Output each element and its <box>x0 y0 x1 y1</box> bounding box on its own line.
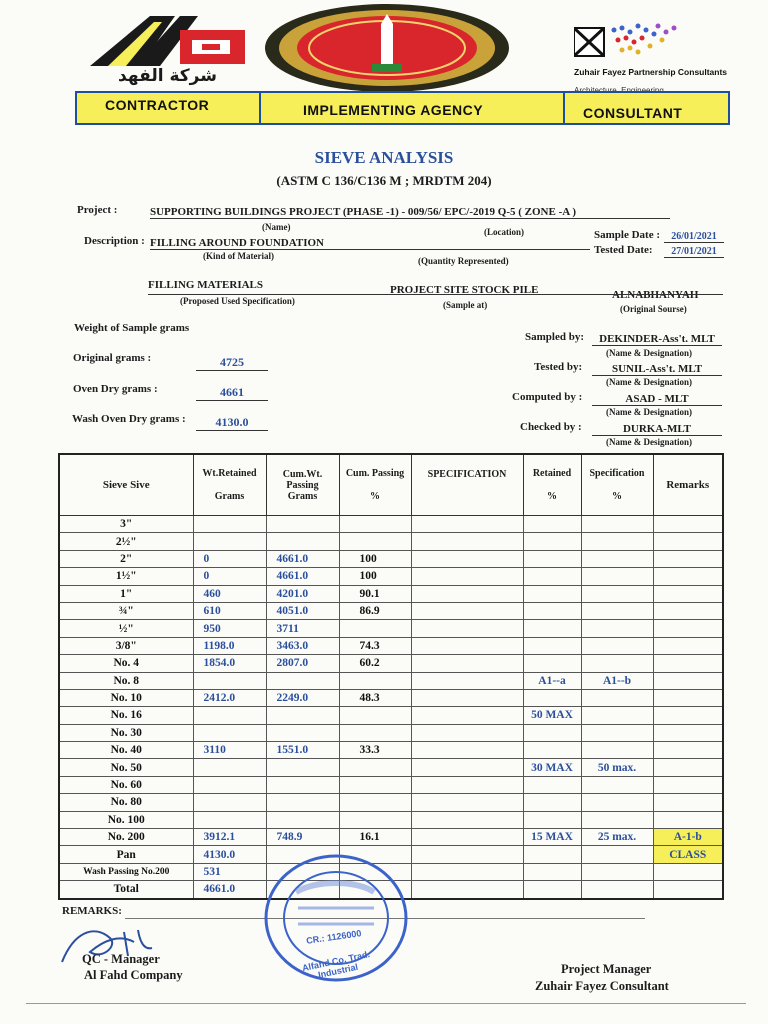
cum-wt-cell <box>266 759 339 776</box>
oven-label: Oven Dry grams : <box>73 383 158 395</box>
table-row <box>59 550 723 567</box>
sieve-size-cell: Pan <box>59 846 193 863</box>
specification-cell <box>411 620 523 637</box>
retained-cell <box>523 863 581 880</box>
remarks-cell: CLASS <box>653 846 723 863</box>
cum-wt-cell: 1551.0 <box>266 742 339 759</box>
specification-percent-cell <box>581 550 653 567</box>
retained-cell <box>523 794 581 811</box>
table-row <box>59 776 723 793</box>
specification-percent-cell <box>581 794 653 811</box>
spec-line <box>148 294 723 295</box>
sieve-size-cell: 1½" <box>59 568 193 585</box>
party-band <box>75 91 730 125</box>
header-remarks: Remarks <box>653 454 723 516</box>
remarks-cell <box>653 759 723 776</box>
specification-percent-cell <box>581 863 653 880</box>
retained-cell <box>523 585 581 602</box>
remarks-cell <box>653 742 723 759</box>
wt-retained-cell <box>193 776 266 793</box>
remarks-cell <box>653 637 723 654</box>
header-specification: SPECIFICATION <box>411 454 523 516</box>
cum-wt-cell <box>266 811 339 828</box>
page-subtitle: (ASTM C 136/C136 M ; MRDTM 204) <box>276 173 492 188</box>
cum-wt-cell <box>266 724 339 741</box>
table-row <box>59 585 723 602</box>
cum-wt-cell: 4051.0 <box>266 602 339 619</box>
stamp-text: Alfahd Co. Trad. Industrial <box>301 949 371 980</box>
specification-cell <box>411 742 523 759</box>
company-stamp <box>262 852 410 984</box>
weight-heading: Weight of Sample grams <box>74 322 190 334</box>
source-caption: (Original Sourse) <box>620 304 687 314</box>
specification-percent-cell <box>581 776 653 793</box>
sieve-size-cell: No. 30 <box>59 724 193 741</box>
cum-passing-cell: 100 <box>339 550 411 567</box>
pm-title: Project Manager <box>561 962 652 976</box>
table-row <box>59 655 723 672</box>
table-row <box>59 516 723 533</box>
checked-by-value: DURKA-MLT <box>592 423 722 436</box>
cum-passing-cell: 33.3 <box>339 742 411 759</box>
sieve-size-cell: 3/8" <box>59 637 193 654</box>
specification-cell <box>411 602 523 619</box>
description-label: Description : <box>84 235 145 247</box>
wt-retained-cell <box>193 724 266 741</box>
table-row <box>59 620 723 637</box>
wt-retained-cell: 4661.0 <box>193 881 266 899</box>
specification-cell <box>411 568 523 585</box>
remarks-cell <box>653 724 723 741</box>
location-caption: (Location) <box>484 227 524 237</box>
wt-retained-cell <box>193 533 266 550</box>
sample-at-caption: (Sample at) <box>443 300 488 310</box>
sieve-size-cell: No. 100 <box>59 811 193 828</box>
table-row <box>59 724 723 741</box>
cum-passing-cell <box>339 776 411 793</box>
qc-company: Al Fahd Company <box>84 968 183 982</box>
remarks-cell <box>653 881 723 899</box>
header-cum-wt: Cum.Wt. Passing Grams <box>266 454 339 516</box>
wt-retained-cell <box>193 516 266 533</box>
specification-cell <box>411 672 523 689</box>
tested-date-value: 27/01/2021 <box>664 246 724 258</box>
specification-cell <box>411 655 523 672</box>
stamp-cr: CR.: 1126000 <box>305 928 362 946</box>
specification-cell <box>411 689 523 706</box>
specification-percent-cell <box>581 724 653 741</box>
sieve-size-cell: No. 40 <box>59 742 193 759</box>
cum-passing-cell: 48.3 <box>339 689 411 706</box>
retained-cell <box>523 742 581 759</box>
retained-cell <box>523 620 581 637</box>
cum-wt-cell <box>266 794 339 811</box>
cum-passing-cell <box>339 759 411 776</box>
kind-caption: (Kind of Material) <box>203 251 274 261</box>
header-specification-percent: Specification % <box>581 454 653 516</box>
cum-wt-cell <box>266 776 339 793</box>
table-row <box>59 689 723 706</box>
specification-percent-cell <box>581 533 653 550</box>
table-row <box>59 811 723 828</box>
pm-company: Zuhair Fayez Consultant <box>535 979 669 993</box>
cum-wt-cell <box>266 707 339 724</box>
sieve-size-cell: No. 16 <box>59 707 193 724</box>
remarks-label: REMARKS: <box>62 905 122 917</box>
specification-cell <box>411 829 523 846</box>
table-row <box>59 742 723 759</box>
tested-date-label: Tested Date: <box>594 244 653 256</box>
consultant-name: Zuhair Fayez Partnership Consultants <box>574 67 728 77</box>
specification-percent-cell <box>581 811 653 828</box>
retained-cell <box>523 881 581 899</box>
wt-retained-cell <box>193 794 266 811</box>
remarks-cell <box>653 811 723 828</box>
retained-cell <box>523 811 581 828</box>
remarks-cell <box>653 533 723 550</box>
retained-cell <box>523 689 581 706</box>
wt-retained-cell: 4130.0 <box>193 846 266 863</box>
contractor-logo-text: شركة الفهد <box>118 66 217 86</box>
wt-retained-cell: 460 <box>193 585 266 602</box>
table-row <box>59 794 723 811</box>
specification-cell <box>411 794 523 811</box>
retained-cell <box>523 776 581 793</box>
wt-retained-cell: 3912.1 <box>193 829 266 846</box>
specification-percent-cell: 25 max. <box>581 829 653 846</box>
table-row <box>59 707 723 724</box>
remarks-cell <box>653 516 723 533</box>
project-value: SUPPORTING BUILDINGS PROJECT (PHASE -1) - 009/56/ EPC/-2019 Q-5 ( ZONE -A ) <box>150 206 670 219</box>
sieve-size-cell: Wash Passing No.200 <box>59 863 193 880</box>
specification-cell <box>411 707 523 724</box>
table-row <box>59 637 723 654</box>
retained-cell: 50 MAX <box>523 707 581 724</box>
contractor-logo <box>80 8 255 88</box>
cum-passing-cell <box>339 811 411 828</box>
band-contractor: CONTRACTOR <box>105 97 210 113</box>
specification-percent-cell: A1--b <box>581 672 653 689</box>
remarks-cell <box>653 672 723 689</box>
specification-percent-cell <box>581 568 653 585</box>
agency-seal-logo <box>262 2 512 94</box>
original-value: 4725 <box>196 355 268 371</box>
retained-cell <box>523 602 581 619</box>
retained-cell <box>523 516 581 533</box>
specification-percent-cell <box>581 707 653 724</box>
sieve-table <box>58 453 724 900</box>
sieve-size-cell: No. 200 <box>59 829 193 846</box>
table-row <box>59 533 723 550</box>
cum-passing-cell <box>339 724 411 741</box>
computed-by-value: ASAD - MLT <box>592 393 722 406</box>
cum-wt-cell: 748.9 <box>266 829 339 846</box>
band-implementing-agency: IMPLEMENTING AGENCY <box>303 102 484 118</box>
cum-wt-cell: 2807.0 <box>266 655 339 672</box>
wt-retained-cell <box>193 672 266 689</box>
qc-title: QC - Manager <box>82 952 160 966</box>
sample-at-value: PROJECT SITE STOCK PILE <box>390 284 539 296</box>
remarks-cell <box>653 776 723 793</box>
tested-by-caption: (Name & Designation) <box>606 377 692 387</box>
cum-passing-cell <box>339 672 411 689</box>
specification-percent-cell: 50 max. <box>581 759 653 776</box>
sampled-by-caption: (Name & Designation) <box>606 348 692 358</box>
wt-retained-cell: 0 <box>193 550 266 567</box>
retained-cell <box>523 550 581 567</box>
wash-label: Wash Oven Dry grams : <box>72 413 186 425</box>
remarks-cell <box>653 707 723 724</box>
specification-cell <box>411 863 523 880</box>
cum-passing-cell <box>339 533 411 550</box>
computed-by-caption: (Name & Designation) <box>606 407 692 417</box>
cum-wt-cell: 3711 <box>266 620 339 637</box>
source-value: ALNABHANYAH <box>612 289 699 301</box>
specification-percent-cell <box>581 602 653 619</box>
sieve-size-cell: 2½" <box>59 533 193 550</box>
specification-percent-cell <box>581 881 653 899</box>
specification-percent-cell <box>581 516 653 533</box>
wt-retained-cell: 1198.0 <box>193 637 266 654</box>
specification-percent-cell <box>581 637 653 654</box>
remarks-cell <box>653 794 723 811</box>
page-bottom-line <box>26 1003 746 1004</box>
specification-percent-cell <box>581 620 653 637</box>
cum-wt-cell <box>266 533 339 550</box>
retained-cell <box>523 568 581 585</box>
wt-retained-cell: 1854.0 <box>193 655 266 672</box>
cum-passing-cell: 16.1 <box>339 829 411 846</box>
sample-date-label: Sample Date : <box>594 229 660 241</box>
sieve-size-cell: 1" <box>59 585 193 602</box>
specification-percent-cell <box>581 846 653 863</box>
sieve-size-cell: Total <box>59 881 193 899</box>
table-row <box>59 568 723 585</box>
retained-cell: A1--a <box>523 672 581 689</box>
table-row <box>59 759 723 776</box>
original-label: Original grams : <box>73 352 152 364</box>
specification-percent-cell <box>581 585 653 602</box>
sieve-size-cell: ¾" <box>59 602 193 619</box>
sieve-size-cell: No. 50 <box>59 759 193 776</box>
sieve-size-cell: No. 10 <box>59 689 193 706</box>
checked-by-caption: (Name & Designation) <box>606 437 692 447</box>
cum-passing-cell: 86.9 <box>339 602 411 619</box>
table-row <box>59 602 723 619</box>
cum-wt-cell: 3463.0 <box>266 637 339 654</box>
oven-value: 4661 <box>196 385 268 401</box>
quantity-caption: (Quantity Represented) <box>418 256 509 266</box>
remarks-cell <box>653 689 723 706</box>
cum-passing-cell: 100 <box>339 568 411 585</box>
remarks-cell <box>653 620 723 637</box>
page-title: SIEVE ANALYSIS <box>314 148 454 167</box>
specification-cell <box>411 846 523 863</box>
retained-cell <box>523 655 581 672</box>
specification-percent-cell <box>581 689 653 706</box>
wt-retained-cell: 2412.0 <box>193 689 266 706</box>
retained-cell <box>523 724 581 741</box>
project-label: Project : <box>77 204 118 216</box>
specification-percent-cell <box>581 655 653 672</box>
name-caption: (Name) <box>262 222 291 232</box>
wt-retained-cell: 610 <box>193 602 266 619</box>
specification-percent-cell <box>581 742 653 759</box>
cum-passing-cell: 90.1 <box>339 585 411 602</box>
tested-by-value: SUNIL-Ass't. MLT <box>592 363 722 376</box>
table-row <box>59 829 723 846</box>
specification-cell <box>411 724 523 741</box>
header-wt-retained: Wt.Retained Grams <box>193 454 266 516</box>
header-sieve: Sieve Sive <box>59 454 193 516</box>
sampled-by-value: DEKINDER-Ass't. MLT <box>592 333 722 346</box>
band-consultant: CONSULTANT <box>583 105 683 121</box>
sieve-size-cell: 3" <box>59 516 193 533</box>
cum-passing-cell <box>339 516 411 533</box>
spec-value: FILLING MATERIALS <box>148 279 264 291</box>
specification-cell <box>411 585 523 602</box>
header-cum-passing: Cum. Passing % <box>339 454 411 516</box>
sieve-size-cell: 2" <box>59 550 193 567</box>
retained-cell: 30 MAX <box>523 759 581 776</box>
remarks-cell <box>653 602 723 619</box>
wt-retained-cell: 531 <box>193 863 266 880</box>
cum-wt-cell <box>266 672 339 689</box>
cum-wt-cell: 2249.0 <box>266 689 339 706</box>
cum-passing-cell: 60.2 <box>339 655 411 672</box>
sieve-size-cell: ½" <box>59 620 193 637</box>
computed-by-label: Computed by : <box>512 391 583 403</box>
specification-cell <box>411 637 523 654</box>
spec-caption: (Proposed Used Specification) <box>180 296 295 306</box>
wt-retained-cell: 0 <box>193 568 266 585</box>
remarks-cell <box>653 550 723 567</box>
consultant-logo <box>574 18 734 100</box>
header-retained: Retained % <box>523 454 581 516</box>
cum-passing-cell: 74.3 <box>339 637 411 654</box>
sieve-size-cell: No. 4 <box>59 655 193 672</box>
specification-cell <box>411 759 523 776</box>
sieve-size-cell: No. 8 <box>59 672 193 689</box>
cum-passing-cell <box>339 794 411 811</box>
sieve-size-cell: No. 60 <box>59 776 193 793</box>
cum-wt-cell: 4201.0 <box>266 585 339 602</box>
wt-retained-cell <box>193 707 266 724</box>
specification-cell <box>411 550 523 567</box>
specification-cell <box>411 811 523 828</box>
cum-wt-cell: 4661.0 <box>266 568 339 585</box>
retained-cell <box>523 533 581 550</box>
cum-wt-cell <box>266 516 339 533</box>
retained-cell: 15 MAX <box>523 829 581 846</box>
sample-date-value: 26/01/2021 <box>664 231 724 243</box>
retained-cell <box>523 637 581 654</box>
cum-wt-cell: 4661.0 <box>266 550 339 567</box>
specification-cell <box>411 516 523 533</box>
tested-by-label: Tested by: <box>534 361 583 373</box>
remarks-cell <box>653 863 723 880</box>
remarks-cell: A-1-b <box>653 829 723 846</box>
retained-cell <box>523 846 581 863</box>
wt-retained-cell <box>193 811 266 828</box>
cum-passing-cell <box>339 620 411 637</box>
cum-passing-cell <box>339 707 411 724</box>
description-value: FILLING AROUND FOUNDATION <box>150 237 590 250</box>
table-row <box>59 672 723 689</box>
wash-value: 4130.0 <box>196 415 268 431</box>
wt-retained-cell: 3110 <box>193 742 266 759</box>
sampled-by-label: Sampled by: <box>525 331 584 343</box>
wt-retained-cell <box>193 759 266 776</box>
sieve-size-cell: No. 80 <box>59 794 193 811</box>
specification-cell <box>411 881 523 899</box>
remarks-cell <box>653 655 723 672</box>
checked-by-label: Checked by : <box>520 421 582 433</box>
specification-cell <box>411 776 523 793</box>
specification-cell <box>411 533 523 550</box>
wt-retained-cell: 950 <box>193 620 266 637</box>
remarks-cell <box>653 585 723 602</box>
remarks-cell <box>653 568 723 585</box>
